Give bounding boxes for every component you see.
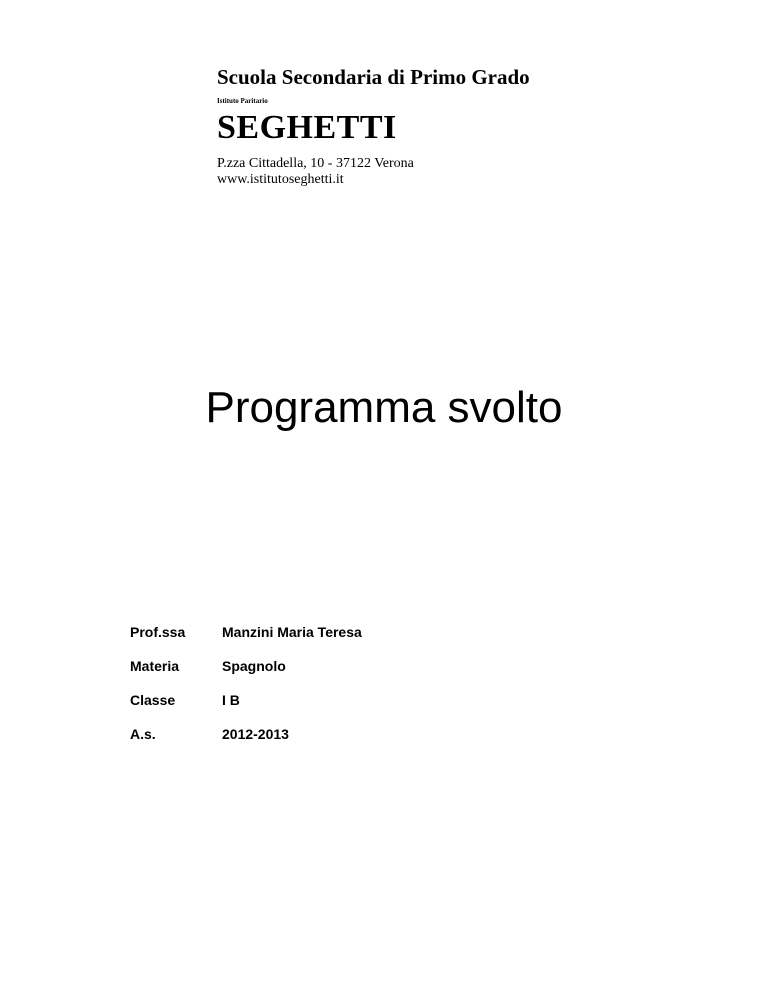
school-address: P.zza Cittadella, 10 - 37122 Verona	[217, 156, 414, 171]
document-title: Programma svolto	[205, 383, 563, 432]
info-row-school-year	[130, 726, 362, 760]
info-row-class	[130, 692, 362, 726]
school-header	[217, 64, 530, 188]
school-name: SEGHETTI	[217, 109, 397, 146]
class-label: Classe	[130, 692, 176, 708]
teacher-label: Prof.ssa	[130, 624, 186, 640]
info-table	[130, 624, 362, 760]
school-year-label: A.s.	[130, 726, 156, 742]
institute-label: Istituto Paritario	[217, 97, 268, 105]
class-value: I B	[222, 692, 240, 708]
info-row-subject	[130, 658, 362, 692]
school-type: Scuola Secondaria di Primo Grado	[217, 65, 530, 89]
subject-label: Materia	[130, 658, 180, 674]
school-website: www.istitutoseghetti.it	[217, 172, 344, 187]
school-year-value: 2012-2013	[222, 726, 289, 742]
teacher-value: Manzini Maria Teresa	[222, 624, 362, 640]
subject-value: Spagnolo	[222, 658, 286, 674]
info-row-teacher	[130, 624, 362, 658]
